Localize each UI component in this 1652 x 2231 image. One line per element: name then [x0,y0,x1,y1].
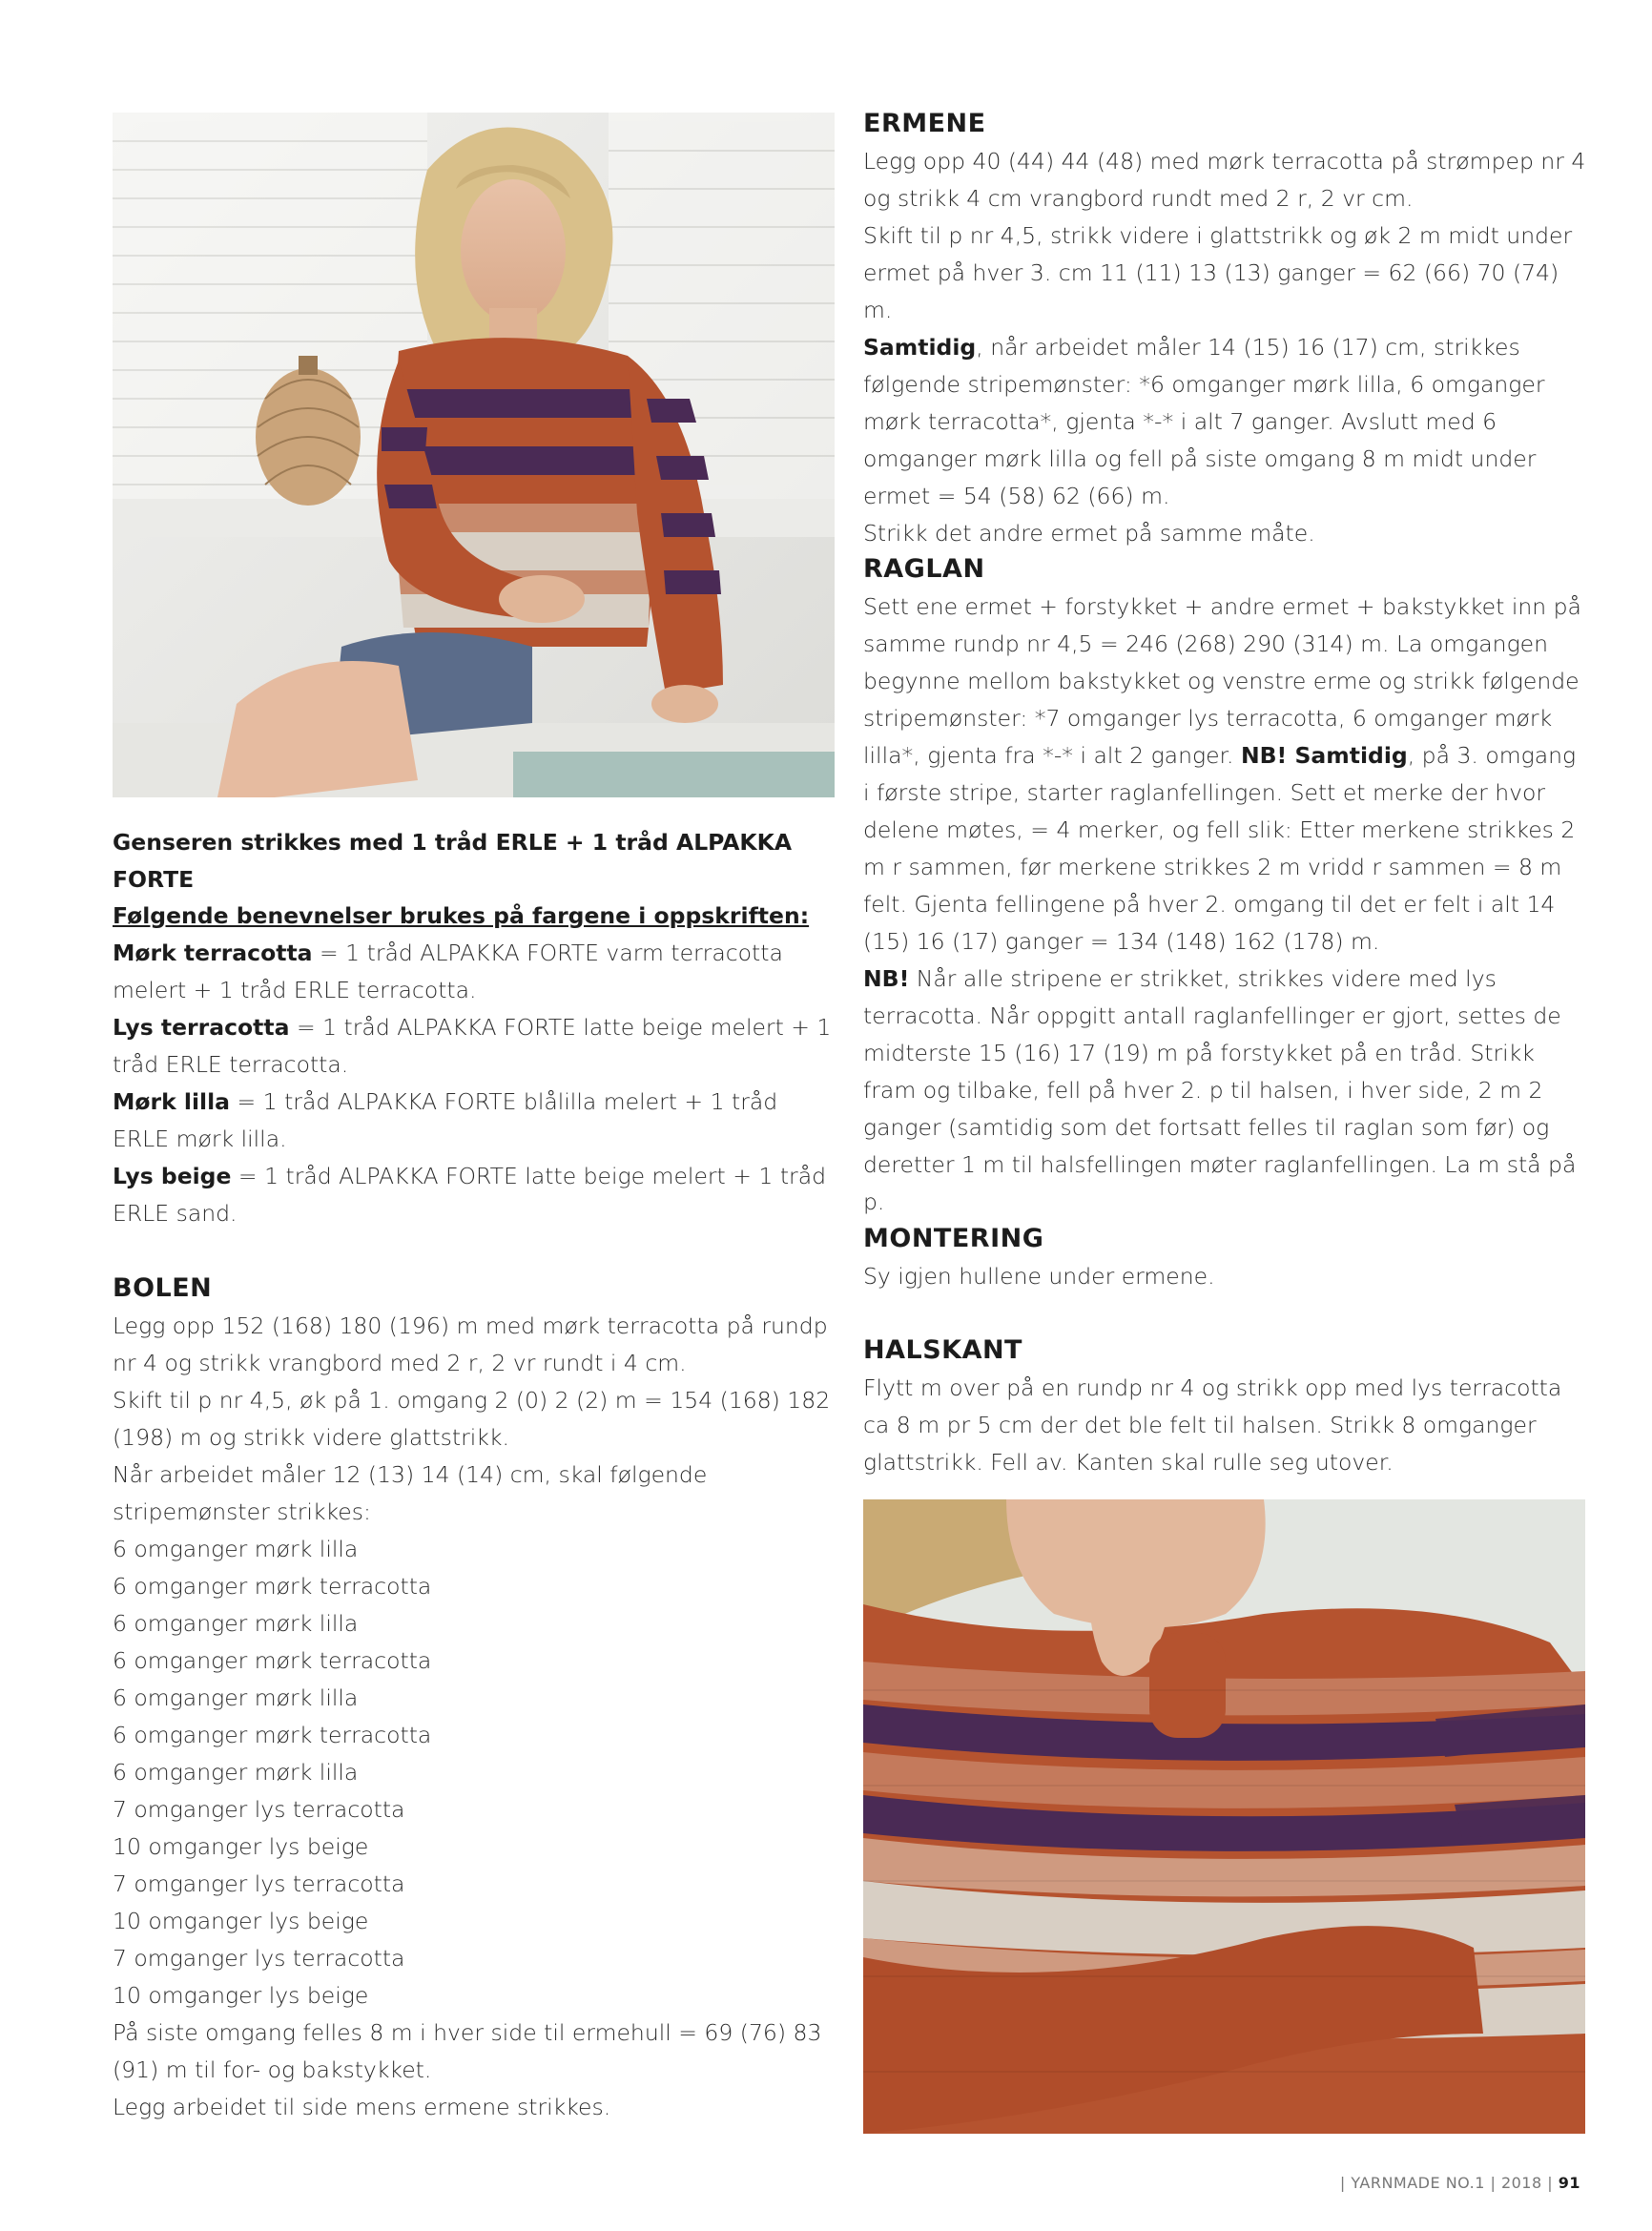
colors-heading: Følgende benevnelser brukes på fargene i oppskriften: [113,902,810,929]
model-photo-top [113,113,835,797]
color-item: Mørk lilla = 1 tråd ALPAKKA FORTE blålilla melert + 1 tråd ERLE mørk lilla. [113,1088,778,1152]
color-item: Lys terracotta = 1 tråd ALPAKKA FORTE latte beige melert + 1 tråd ERLE terracotta. [113,1014,832,1078]
color-item: Mørk terracotta = 1 tråd ALPAKKA FORTE varm terracotta melert + 1 tråd ERLE terracotta. [113,940,783,1003]
halskant-p1: Flytt m over på en rundp nr 4 og strikk opp med lys terracotta ca 8 m pr 5 cm der det ble felt til halsen. Strikk 8 omganger glattstrikk. Fell av. Kanten skal rulle seg utover. [863,1374,1562,1476]
stripe-list [113,1531,837,2014]
stripe-item: 7 omganger lys terracotta [113,1870,405,1897]
section-ermene [863,105,1588,552]
heading-bolen: BOLEN [113,1273,213,1303]
section-halskant [863,1332,1588,1481]
sweater-closeup-photo [863,1499,1585,2134]
ermene-p3: Samtidig, når arbeidet måler 14 (15) 16 (17) cm, strikkes følgende stripemønster: *6 omganger mørk lilla, 6 omganger mørk terracotta*, gjenta *-* i alt 7 ganger. Avslutt med 6 omganger mørk lilla og fell på siste omgang 8 m midt under ermet = 54 (58) 62 (66) m. [863,334,1545,509]
bolen-p1: Legg opp 152 (168) 180 (196) m med mørk terracotta på rundp nr 4 og strikk vrangbord med 2 r, 2 vr rundt i 4 cm. [113,1312,828,1376]
page-number: 91 [1558,2174,1580,2192]
ermene-p4: Strikk det andre ermet på samme måte. [863,520,1315,547]
heading-raglan: RAGLAN [863,554,985,584]
section-bolen [113,1270,837,2126]
section-raglan [863,550,1588,1221]
stripe-item: 7 omganger lys terracotta [113,1945,405,1972]
section-montering [863,1220,1588,1295]
page-footer [1340,2174,1580,2192]
stripe-item: 6 omganger mørk lilla [113,1759,359,1786]
raglan-p2: NB! Når alle stripene er strikket, strikkes videre med lys terracotta. Når oppgitt antall raglanfellinger er gjort, settes de midterste 15 (16) 17 (19) m på forstykket på en tråd. Strikk fram og tilbake, fell på hver 2. p til halsen, i hver side, 2 m 2 ganger (samtidig som det fortsatt felles til raglan som før) og deretter 1 m til halsfellingen møter raglanfellingen. La m stå på p. [863,965,1577,1215]
bolen-p5: Legg arbeidet til side mens ermene strikkes. [113,2094,611,2120]
montering-p1: Sy igjen hullene under ermene. [863,1263,1215,1290]
stripe-item: 6 omganger mørk lilla [113,1536,359,1562]
stripe-item: 6 omganger mørk terracotta [113,1647,432,1674]
stripe-item: 6 omganger mørk lilla [113,1684,359,1711]
color-legend [113,898,837,1232]
footer-magazine: | YARNMADE NO.1 | 2018 | [1339,2174,1554,2192]
stripe-item: 6 omganger mørk terracotta [113,1722,432,1748]
ermene-p2: Skift til p nr 4,5, strikk videre i glattstrikk og øk 2 m midt under ermet på hver 3. cm 11 (11) 13 (13) ganger = 62 (66) 70 (74) m. [863,222,1573,323]
intro-text: Genseren strikkes med 1 tråd ERLE + 1 tråd ALPAKKA FORTE [113,829,793,893]
stripe-item: 6 omganger mørk lilla [113,1610,359,1637]
raglan-p1: Sett ene ermet + forstykket + andre ermet + bakstykket inn på samme rundp nr 4,5 = 246 (268) 290 (314) m. La omgangen begynne mellom bakstykket og venstre erme og strikk følgende stripemønster: *7 omganger lys terracotta, 6 omganger mørk lilla*, gjenta fra *-* i alt 2 ganger. NB! Samtidig, på 3. omgang i første stripe, starter raglanfellingen. Sett et merke der hvor delene møtes, = 4 merker, og fell slik: Etter merkene strikkes 2 m r sammen, før merkene strikkes 2 m vridd r sammen = 8 m felt. Gjenta fellingene på hver 2. omgang til det er felt i alt 14 (15) 16 (17) ganger = 134 (148) 162 (178) m. [863,593,1581,955]
heading-montering: MONTERING [863,1224,1044,1253]
stripe-item: 10 omganger lys beige [113,1833,369,1860]
stripe-item: 10 omganger lys beige [113,1908,369,1934]
stripe-item: 10 omganger lys beige [113,1982,369,2009]
stripe-item: 6 omganger mørk terracotta [113,1573,432,1600]
bolen-p3: Når arbeidet måler 12 (13) 14 (14) cm, skal følgende stripemønster strikkes: [113,1461,708,1525]
heading-ermene: ERMENE [863,109,986,138]
heading-halskant: HALSKANT [863,1335,1022,1365]
stripe-item: 7 omganger lys terracotta [113,1796,405,1823]
bolen-p4: På siste omgang felles 8 m i hver side til ermehull = 69 (76) 83 (91) m til for- og bakstykket. [113,2019,822,2083]
ermene-p1: Legg opp 40 (44) 44 (48) med mørk terracotta på strømpep nr 4 og strikk 4 cm vrangbord rundt med 2 r, 2 vr cm. [863,148,1586,212]
bolen-p2: Skift til p nr 4,5, øk på 1. omgang 2 (0) 2 (2) m = 154 (168) 182 (198) m og strikk videre glattstrikk. [113,1387,831,1451]
color-item: Lys beige = 1 tråd ALPAKKA FORTE latte beige melert + 1 tråd ERLE sand. [113,1163,827,1227]
